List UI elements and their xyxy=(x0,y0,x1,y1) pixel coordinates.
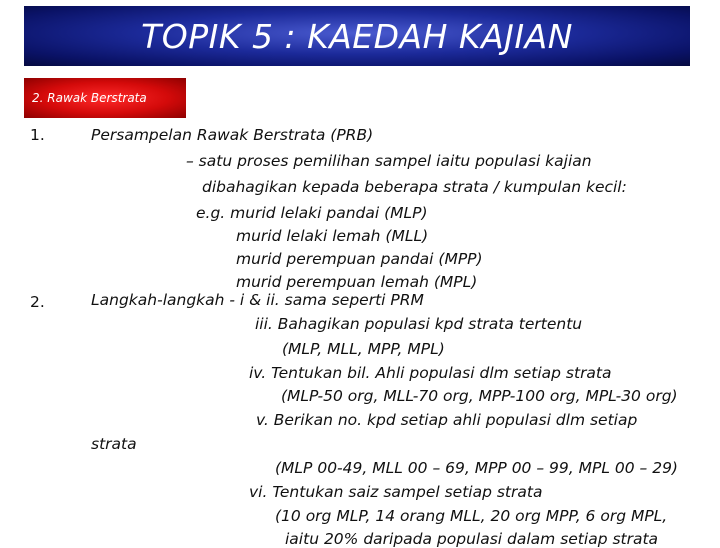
item-2-line: vi. Tentukan saiz sampel setiap strata xyxy=(249,483,543,501)
item-2-line: v. Berikan no. kpd setiap ahli populasi dlm setiap xyxy=(256,411,638,429)
item-1-line: e.g. murid lelaki pandai (MLP) xyxy=(196,204,428,222)
item-2-line: iv. Tentukan bil. Ahli populasi dlm setiap strata xyxy=(249,364,612,382)
item-2-line: (MLP 00-49, MLL 00 – 69, MPP 00 – 99, MPL 00 – 29) xyxy=(275,459,678,477)
item-2-line: (MLP-50 org, MLL-70 org, MPP-100 org, MPL-30 org) xyxy=(281,387,678,405)
item-2-line: iii. Bahagikan populasi kpd strata tertentu xyxy=(255,315,583,333)
item-2-heading: Langkah-langkah - i & ii. sama seperti PRM xyxy=(91,291,424,309)
item-1-line: murid lelaki lemah (MLL) xyxy=(236,227,429,245)
slide-title: TOPIK 5 : KAEDAH KAJIAN xyxy=(24,6,690,66)
item-2-line: strata xyxy=(91,435,137,453)
item-2-line: (MLP, MLL, MPP, MPL) xyxy=(282,340,445,358)
item-1-line: murid perempuan pandai (MPP) xyxy=(236,250,483,268)
section-tag: 2. Rawak Berstrata xyxy=(24,78,186,118)
item-1-heading: Persampelan Rawak Berstrata (PRB) xyxy=(91,126,374,144)
item-2-line: (10 org MLP, 14 orang MLL, 20 org MPP, 6 org MPL, xyxy=(275,507,668,525)
item-2-line: iaitu 20% daripada populasi dalam setiap strata xyxy=(285,530,659,548)
item-1-number: 1. xyxy=(30,126,45,144)
item-1-line: – satu proses pemilihan sampel iaitu populasi kajian xyxy=(186,152,592,170)
item-1-line: murid perempuan lemah (MPL) xyxy=(236,273,478,291)
item-2-number: 2. xyxy=(30,293,45,311)
item-1-line: dibahagikan kepada beberapa strata / kumpulan kecil: xyxy=(202,178,627,196)
